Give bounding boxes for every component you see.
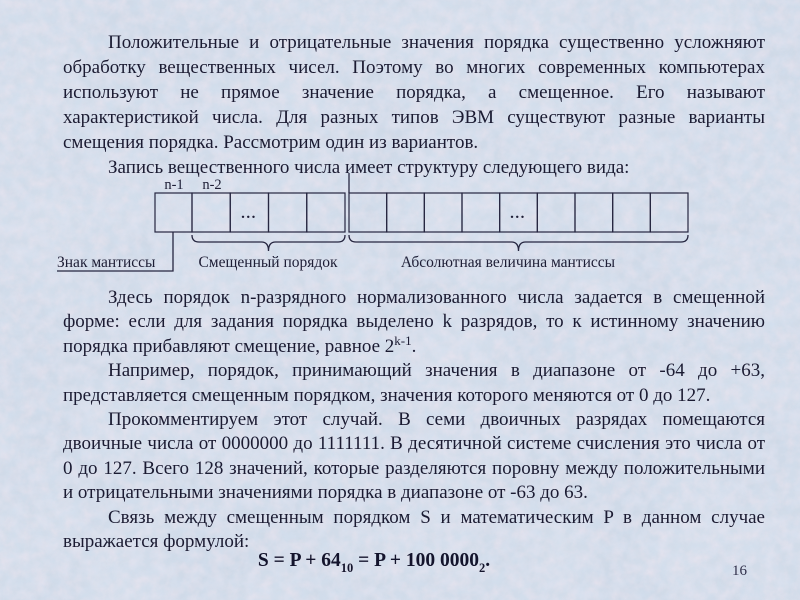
exponent-ellipsis: ...: [241, 206, 257, 222]
formula-sub-10: 10: [340, 561, 354, 575]
mantissa-brace: [349, 235, 688, 251]
paragraph-relation-lead: Связь между смещенным порядком S и математическим P в данном случае выражается формулой:: [63, 506, 765, 553]
exponent-brace: [192, 235, 345, 251]
exponent-label: Смещенный порядок: [198, 254, 338, 271]
superscript-exponent: k-1: [394, 332, 412, 348]
formula: [0, 550, 774, 575]
bit-cell: [349, 193, 387, 232]
bit-index-n1-label: n-1: [164, 177, 184, 193]
formula-period: .: [485, 550, 491, 571]
formula-sub-2: 2: [478, 561, 486, 575]
bias-form-text: Здесь порядок n-разрядного нормализованного числа задается в смещенной форме: если для задания порядка выделено k разрядов, то к истинному значению порядка прибавляют смещение, равное 2: [63, 287, 765, 357]
bit-cell: [537, 193, 575, 232]
bit-cell: [307, 193, 345, 232]
formula-part1: S = P + 64: [257, 550, 341, 571]
bit-cells-row: [155, 193, 688, 232]
sign-label: Знак мантиссы: [57, 254, 156, 271]
paragraph-structure-lead: Запись вещественного числа имеет структуру следующего вида:: [108, 157, 630, 178]
bit-cell: [269, 193, 307, 232]
bit-cell: [575, 193, 613, 232]
bias-form-period: .: [411, 335, 417, 357]
paragraph-intro: Положительные и отрицательные значения порядка существенно усложняют обработку вещественных чисел. Поэтому во многих современных компьютерах используют не прямое значение порядка, а смещенное. Его называют характеристикой числа. Для разных типов ЭВМ существуют разные варианты смещения порядка. Рассмотрим один из вариантов.: [63, 32, 765, 153]
page-number: 16: [732, 563, 747, 579]
paragraph-bias-form: [63, 286, 765, 359]
bit-cell: [462, 193, 500, 232]
formula-part2: = P + 100 0000: [353, 550, 479, 571]
text-block-top: [63, 30, 765, 180]
text-block-middle: [63, 286, 765, 554]
bit-cell: [387, 193, 425, 232]
paragraph-comment: Прокомментируем этот случай. В семи двоичных разрядах помещаются двоичные числа от 0000000 до 1111111. В десятичной системе счисления это числа от 0 до 127. Всего 128 значений, которые разделяются поровну между положительными и отрицательными значениями порядка в диапазоне от -63 до 63.: [63, 409, 765, 504]
bit-cell: [613, 193, 651, 232]
bit-cell: [155, 193, 192, 232]
bit-cell: [192, 193, 230, 232]
bit-cell: [650, 193, 688, 232]
paragraph-example-range: Например, порядок, принимающий значения в диапазоне от -64 до +63, представляется смещенным порядком, значения которого меняются от 0 до 127.: [63, 360, 765, 406]
bit-cell: [424, 193, 462, 232]
mantissa-ellipsis: ...: [510, 206, 526, 222]
mantissa-label: Абсолютная величина мантиссы: [400, 254, 616, 271]
bit-structure-diagram: [0, 168, 800, 273]
bit-index-n2-label: n-2: [202, 177, 222, 193]
